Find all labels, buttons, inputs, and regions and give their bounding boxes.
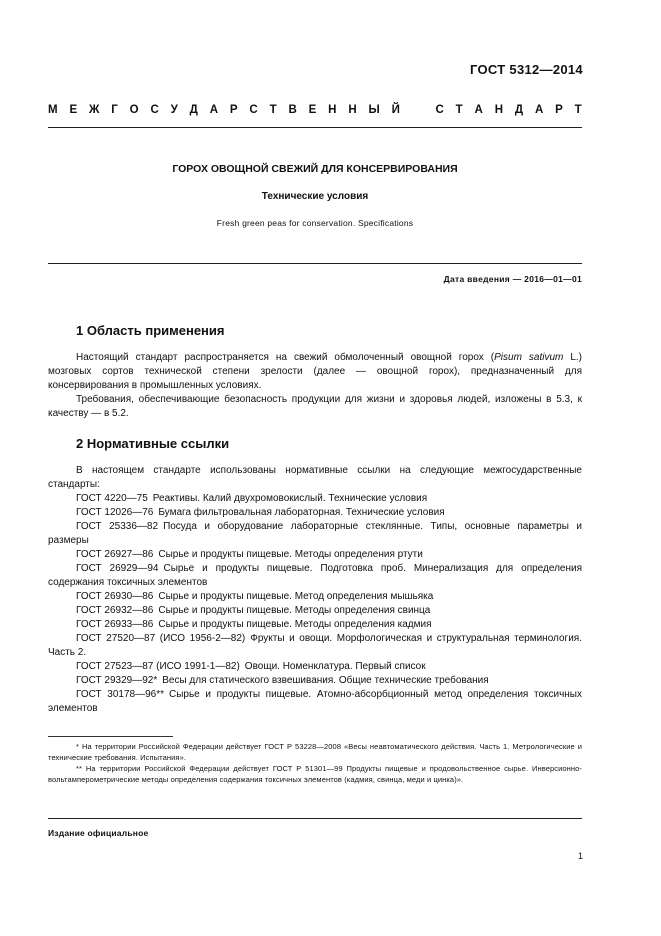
reference-item bbox=[48, 590, 582, 604]
reference-code: ГОСТ 26929—94 bbox=[76, 563, 159, 574]
banner-letter: А bbox=[209, 104, 219, 116]
document-code: ГОСТ 5312—2014 bbox=[470, 62, 583, 77]
banner-letter: Т bbox=[269, 104, 277, 116]
banner-letter: Н bbox=[348, 104, 357, 116]
reference-title: Бумага фильтровальная лабораторная. Технические условия bbox=[158, 507, 445, 518]
banner-letter: Й bbox=[391, 104, 400, 116]
interstate-standard-banner bbox=[48, 104, 582, 116]
normative-references bbox=[48, 464, 582, 716]
banner-letter: М bbox=[48, 104, 58, 116]
document-title: ГОРОХ ОВОЩНОЙ СВЕЖИЙ ДЛЯ КОНСЕРВИРОВАНИЯ bbox=[172, 163, 458, 175]
reference-item bbox=[48, 506, 582, 520]
footnotes bbox=[48, 741, 582, 785]
banner-letter: А bbox=[534, 104, 544, 116]
official-edition-label: Издание официальное bbox=[48, 828, 149, 838]
reference-code: ГОСТ 30178—96** bbox=[76, 689, 164, 700]
reference-item bbox=[48, 618, 582, 632]
reference-code: ГОСТ 26927—86 bbox=[76, 549, 154, 560]
latin-name: Pisum sativum bbox=[494, 352, 564, 363]
reference-code: ГОСТ 26932—86 bbox=[76, 605, 154, 616]
reference-title: Сырье и продукты пищевые. Методы определения кадмия bbox=[158, 619, 432, 630]
section-1-heading: 1 Область применения bbox=[76, 323, 225, 338]
reference-title: Сырье и продукты пищевые. Подготовка проб. Минерализация для определения содержания токсичных элементов bbox=[48, 563, 582, 588]
reference-title: Фрукты и овощи. Морфологическая и структуральная терминология. Часть 2. bbox=[48, 633, 582, 658]
reference-title: Посуда и оборудование лабораторные стеклянные. Типы, основные параметры и размеры bbox=[48, 521, 582, 546]
banner-letter: С bbox=[150, 104, 159, 116]
section-1-paragraph-1 bbox=[48, 351, 582, 393]
banner-letter: Ж bbox=[88, 104, 100, 116]
reference-title: Весы для статического взвешивания. Общие технические требования bbox=[162, 675, 489, 686]
footnote-1: * На территории Российской Федерации действует ГОСТ Р 53228—2008 «Весы неавтоматического действия. Часть 1. Метрологические и технические требования. Испытания». bbox=[48, 742, 582, 762]
section-2-heading: 2 Нормативные ссылки bbox=[76, 436, 230, 451]
reference-code: ГОСТ 4220—75 bbox=[76, 493, 148, 504]
banner-letter: Е bbox=[308, 104, 317, 116]
reference-title: Реактивы. Калий двухромовокислый. Технические условия bbox=[152, 493, 428, 504]
references-intro: В настоящем стандарте использованы нормативные ссылки на следующие межгосударственные стандарты: bbox=[48, 465, 582, 490]
reference-item bbox=[48, 492, 582, 506]
reference-title: Овощи. Номенклатура. Первый список bbox=[244, 661, 426, 672]
reference-item bbox=[48, 562, 582, 590]
section-1-body bbox=[48, 351, 582, 421]
reference-code: ГОСТ 27520—87 (ИСО 1956-2—82) bbox=[76, 633, 246, 644]
reference-item bbox=[48, 520, 582, 548]
reference-title: Сырье и продукты пищевые. Метод определения мышьяка bbox=[158, 591, 434, 602]
reference-item bbox=[48, 660, 582, 674]
banner-letter: У bbox=[170, 104, 178, 116]
document-subtitle: Технические условия bbox=[261, 191, 369, 202]
footnote-divider bbox=[48, 736, 173, 737]
banner-letter: Д bbox=[514, 104, 524, 116]
page-number: 1 bbox=[578, 851, 584, 861]
footnote-2: ** На территории Российской Федерации действует ГОСТ Р 51301—99 Продукты пищевые и продовольственное сырье. Инверсионно-вольтамперометрические методы определения содержания токсичных элементов (кадмия, свинца, меди и цинка)». bbox=[48, 764, 582, 784]
banner-letter: Н bbox=[328, 104, 337, 116]
reference-item bbox=[48, 548, 582, 562]
banner-letter: С bbox=[435, 104, 444, 116]
paragraph-text: Настоящий стандарт распространяется на свежий обмолоченный овощной горох ( bbox=[76, 352, 495, 363]
banner-letter: С bbox=[249, 104, 258, 116]
reference-title: Сырье и продукты пищевые. Методы определения свинца bbox=[158, 605, 431, 616]
reference-code: ГОСТ 12026—76 bbox=[76, 507, 154, 518]
banner-letter: Г bbox=[111, 104, 118, 116]
reference-code: ГОСТ 26933—86 bbox=[76, 619, 154, 630]
banner-letter: О bbox=[129, 104, 139, 116]
reference-item bbox=[48, 632, 582, 660]
reference-item bbox=[48, 674, 582, 688]
reference-code: ГОСТ 29329—92* bbox=[76, 675, 158, 686]
top-divider bbox=[48, 127, 582, 128]
title-divider bbox=[48, 263, 582, 264]
reference-item bbox=[48, 604, 582, 618]
footer-divider bbox=[48, 818, 582, 819]
banner-letter: Т bbox=[455, 104, 463, 116]
banner-letter: Ы bbox=[368, 104, 380, 116]
reference-code: ГОСТ 27523—87 (ИСО 1991-1—82) bbox=[76, 661, 240, 672]
banner-letter: А bbox=[474, 104, 483, 116]
banner-letter: Р bbox=[229, 104, 238, 116]
banner-letter: Д bbox=[189, 104, 198, 116]
banner-letter: Т bbox=[574, 104, 582, 116]
banner-letter: В bbox=[288, 104, 297, 116]
banner-letter: Р bbox=[555, 104, 563, 116]
reference-title: Сырье и продукты пищевые. Методы определения ртути bbox=[158, 549, 423, 560]
english-title: Fresh green peas for conservation. Specifications bbox=[216, 218, 414, 228]
banner-letter: Н bbox=[494, 104, 504, 116]
reference-title: Сырье и продукты пищевые. Атомно-абсорбционный метод определения токсичных элементов bbox=[48, 689, 582, 714]
paragraph-text: L.) мозговых сортов технической степени зрелости (далее — овощной горох), предназначенный для консервирования в промышленных условиях. bbox=[48, 352, 583, 391]
section-1-paragraph-2: Требования, обеспечивающие безопасность продукции для жизни и здоровья людей, изложены в 5.3, к качеству — в 5.2. bbox=[48, 394, 582, 419]
banner-letter: Е bbox=[69, 104, 78, 116]
reference-code: ГОСТ 26930—86 bbox=[76, 591, 154, 602]
introduction-date: Дата введения — 2016—01—01 bbox=[443, 274, 582, 284]
reference-code: ГОСТ 25336—82 bbox=[76, 521, 159, 532]
reference-item bbox=[48, 688, 582, 716]
